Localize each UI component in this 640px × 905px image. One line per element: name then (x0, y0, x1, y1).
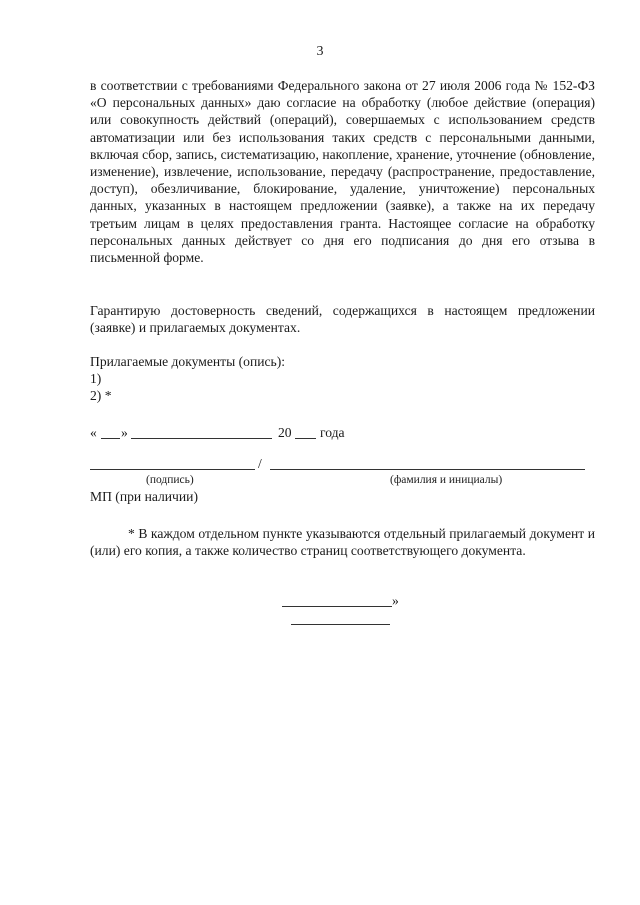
date-open-quote: « (90, 425, 97, 440)
stamp-label: МП (при наличии) (90, 489, 198, 504)
signature-blank (90, 469, 255, 470)
attachment-item-1: 1) (90, 371, 102, 386)
closing-line-2 (291, 624, 390, 625)
date-close-quote: » (121, 425, 128, 440)
footnote: * В каждом отдельном пункте указываются отдельный прилагаемый документ и (или) его копия, а также количество страниц соответствующего документа. (90, 526, 595, 559)
signature-separator: / (258, 456, 262, 471)
page-number: 3 (316, 44, 324, 59)
signature-caption: (подпись) (146, 474, 194, 486)
name-blank (270, 469, 585, 470)
closing-line-1 (282, 606, 392, 607)
guarantee-paragraph: Гарантирую достоверность сведений, содержащихся в настоящем предложении (заявке) и прилагаемых документах. (90, 303, 595, 336)
consent-paragraph: в соответствии с требованиями Федерального закона от 27 июля 2006 года № 152-ФЗ «О персональных данных» даю согласие на обработку (любое действие (операция) или совокупность действий (операций), совершаемых с использованием средств автоматизации или без использования таких средств с персональными данными, включая сбор, запись, систематизацию, накопление, хранение, уточнение (обновление, изменение), извлечение, использование, передачу (распространение, предоставление, доступ), обезличивание, блокирование, удаление, уничтожение) персональных данных, указанных в настоящем предложении (заявке), а также на их передачу третьим лицам в целях предоставления гранта. Настоящее согласие на обработку персональных данных действует со дня его подписания до дня его отзыва в письменной форме. (90, 78, 595, 266)
year-prefix: 20 (278, 425, 292, 440)
attachment-item-2: 2) * (90, 388, 112, 403)
month-blank (131, 438, 272, 439)
closing-quote: » (392, 593, 399, 608)
year-blank (295, 438, 316, 439)
attachments-heading: Прилагаемые документы (опись): (90, 354, 286, 369)
year-suffix: года (320, 425, 345, 440)
name-caption: (фамилия и инициалы) (390, 474, 503, 486)
day-blank (101, 438, 120, 439)
